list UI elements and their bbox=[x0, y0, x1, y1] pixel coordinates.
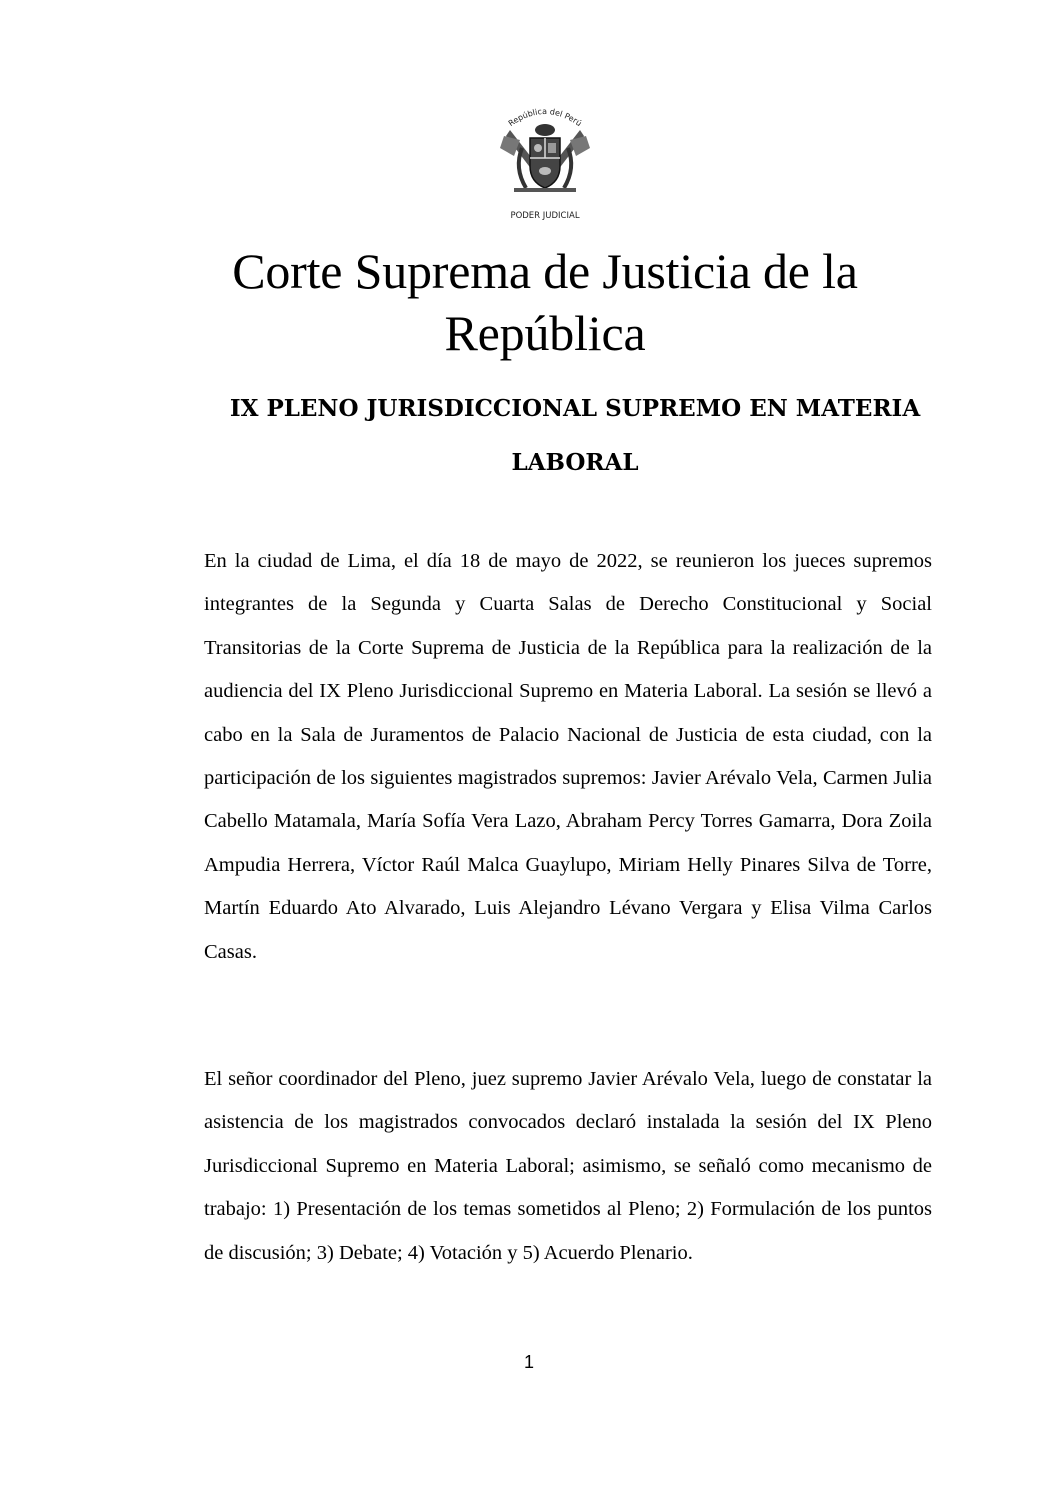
paragraph-2: El señor coordinador del Pleno, juez supremo Javier Arévalo Vela, luego de constatar la asistencia de los magistrados convocados declaró instalada la sesión del IX Pleno Jurisdiccional Supremo en Materia Laboral; asimismo, se señaló como mecanismo de trabajo: 1) Presentación de los temas sometidos al Pleno; 2) Formulación de los puntos de discusión; 3) Debate; 4) Votación y 5) Acuerdo Plenario. bbox=[204, 1068, 932, 1264]
seal-top-text: República del Perú bbox=[506, 106, 584, 129]
coat-of-arms-icon bbox=[492, 96, 598, 224]
page-title: Corte Suprema de Justicia de la República bbox=[232, 243, 858, 361]
paragraph-1: En la ciudad de Lima, el día 18 de mayo de 2022, se reunieron los jueces supremos integrantes de la Segunda y Cuarta Salas de Derecho Constitucional y Social Transitorias de la Corte Suprema de Justicia de la República para la realización de la audiencia del IX Pleno Jurisdiccional Supremo en Materia Laboral. La sesión se llevó a cabo en la Sala de Juramentos de Palacio Nacional de Justicia de esta ciudad, con la participación de los siguientes magistrados supremos: Javier Arévalo Vela, Carmen Julia Cabello Matamala, María Sofía Vera Lazo, Abraham Percy Torres Gamarra, Dora Zoila Ampudia Herrera, Víctor Raúl Malca Guaylupo, Miriam Helly Pinares Silva de Torre, Martín Eduardo Ato Alvarado, Luis Alejandro Lévano Vergara y Elisa Vilma Carlos Casas. bbox=[204, 550, 932, 963]
seal-bottom-text: PODER JUDICIAL bbox=[510, 211, 580, 221]
document-subtitle: IX PLENO JURISDICCIONAL SUPREMO EN MATERIA LABORAL bbox=[229, 395, 921, 476]
page-number: 1 bbox=[523, 1352, 534, 1372]
poder-judicial-seal bbox=[492, 96, 598, 224]
